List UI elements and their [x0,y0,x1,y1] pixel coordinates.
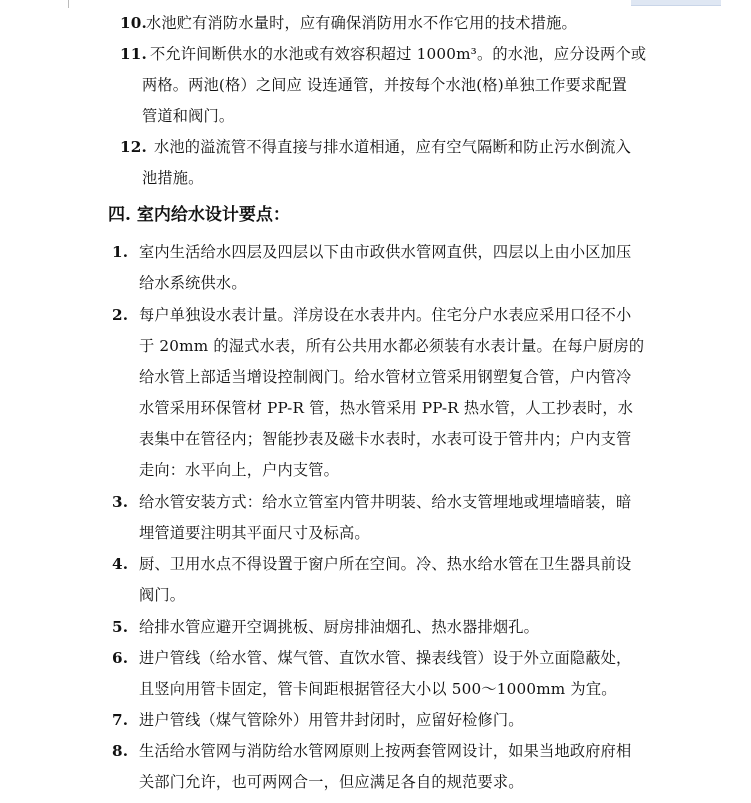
list-item-10 [120,8,680,39]
item-number: 3. [112,493,129,511]
item-number: 2. [112,306,129,324]
item-line: 进户管线（给水管、煤气管、直饮水管、操表线管）设于外立面隐蔽处， [139,649,632,667]
item-line: 两格。两池(格）之间应 设连通管，并按每个水池(格)单独工作要求配置 [142,76,628,94]
item-line: 管道和阀门。 [142,107,235,125]
item-line: 水池贮有消防水量时，应有确保消防用水不作它用的技术措施。 [146,14,577,32]
item-number: 1. [112,243,129,261]
item-line: 走向：水平向上，户内支管。 [139,461,340,479]
item-line: 埋管道要注明其平面尺寸及标高。 [139,524,370,542]
item-line: 且竖向用管卡固定，管卡间距根据管径大小以 500～1000mm 为宜。 [139,680,617,698]
item-line: 给排水管应避开空调挑板、厨房排油烟孔、热水器排烟孔。 [139,618,540,636]
item-number: 4. [112,555,129,573]
item-line: 生活给水管网与消防给水管网原则上按两套管网设计，如果当地政府府相 [139,742,632,760]
item-number: 5. [112,618,129,636]
list-item-5 [112,612,692,643]
item-line: 给水系统供水。 [139,274,247,292]
list-item-8 [112,736,692,798]
list-item-12 [120,132,680,194]
item-line: 水管采用环保管材 PP-R 管，热水管采用 PP-R 热水管，人工抄表时，水 [139,399,634,417]
item-number: 6. [112,649,129,667]
list-item-11 [120,39,680,132]
item-number: 7. [112,711,129,729]
item-line: 关部门允许，也可两网合一，但应满足各自的规范要求。 [139,773,524,791]
item-line: 给水管安装方式：给水立管室内管井明装、给水支管埋地或埋墙暗装，暗 [139,493,632,511]
list-item-1 [112,237,692,299]
item-line: 厨、卫用水点不得设置于窗户所在空间。冷、热水给水管在卫生器具前设 [139,555,632,573]
list-item-6 [112,643,692,705]
item-line: 表集中在管径内；智能抄表及磁卡水表时，水表可设于管井内；户内支管 [139,430,632,448]
item-number: 11. [120,45,148,63]
list-item-3 [112,487,692,549]
list-item-7 [112,705,692,736]
margin-mark [68,0,69,8]
watermark-banner [631,0,721,6]
section-heading: 四. 室内给水设计要点： [108,205,290,225]
item-number: 12. [120,138,148,156]
item-line: 不允许间断供水的水池或有效容积超过 1000m³。的水池，应分设两个或 [150,45,647,63]
item-number: 10. [120,14,148,32]
list-item-4 [112,549,692,611]
item-line: 进户管线（煤气管除外）用管井封闭时，应留好检修门。 [139,711,524,729]
list-item-2 [112,300,692,486]
item-line: 每户单独设水表计量。洋房设在水表井内。住宅分户水表应采用口径不小 [139,306,632,324]
item-line: 池措施。 [142,169,204,187]
item-line: 水池的溢流管不得直接与排水道相通，应有空气隔断和防止污水倒流入 [154,138,632,156]
item-line: 室内生活给水四层及四层以下由市政供水管网直供，四层以上由小区加压 [139,243,632,261]
item-line: 给水管上部适当增设控制阀门。给水管材立管采用钢塑复合管，户内管冷 [139,368,632,386]
item-line: 于 20mm 的湿式水表，所有公共用水都必须装有水表计量。在每户厨房的 [139,337,645,355]
item-line: 阀门。 [139,586,186,604]
item-number: 8. [112,742,129,760]
